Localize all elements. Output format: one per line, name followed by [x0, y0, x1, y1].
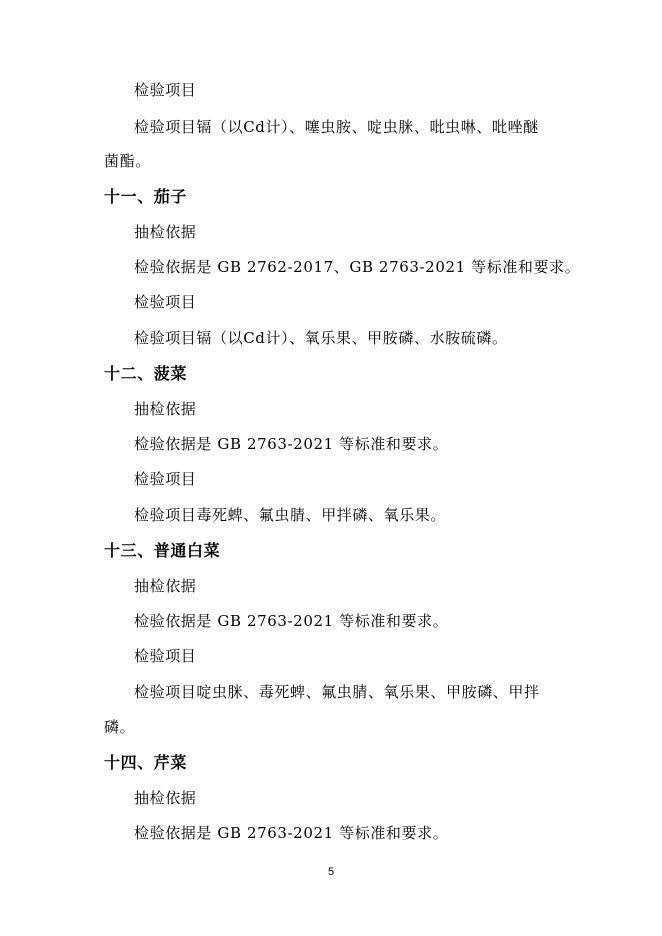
- section-10-items-text-line2: 菌酯。: [104, 152, 151, 170]
- section-11-basis-label: 抽检依据: [134, 223, 197, 241]
- section-13-heading: 十三、普通白菜: [104, 541, 221, 560]
- section-12-items-label: 检验项目: [134, 470, 197, 488]
- page-number: 5: [327, 866, 335, 878]
- section-13-basis-label: 抽检依据: [134, 577, 197, 595]
- section-10-items-text-line1: 检验项目镉（以Cd计）、噻虫胺、啶虫脒、吡虫啉、吡唑醚: [134, 118, 539, 136]
- section-11-heading: 十一、茄子: [104, 187, 188, 206]
- section-14-heading: 十四、芹菜: [104, 753, 188, 772]
- section-13-items-label: 检验项目: [134, 647, 197, 665]
- section-11-basis-text: 检验依据是 GB 2762-2017、GB 2763-2021 等标准和要求。: [134, 258, 581, 276]
- section-12-heading: 十二、菠菜: [104, 364, 188, 383]
- section-12-basis-text: 检验依据是 GB 2763-2021 等标准和要求。: [134, 435, 449, 453]
- section-13-basis-text: 检验依据是 GB 2763-2021 等标准和要求。: [134, 612, 449, 630]
- section-12-basis-label: 抽检依据: [134, 400, 197, 418]
- section-11-items-text: 检验项目镉（以Cd计）、氧乐果、甲胺磷、水胺硫磷。: [134, 329, 508, 347]
- section-14-basis-text: 检验依据是 GB 2763-2021 等标准和要求。: [134, 824, 449, 842]
- section-12-items-text: 检验项目毒死蜱、氟虫腈、甲拌磷、氧乐果。: [134, 506, 447, 524]
- section-13-items-text-line1: 检验项目啶虫脒、毒死蜱、氟虫腈、氧乐果、甲胺磷、甲拌: [134, 683, 540, 701]
- section-14-basis-label: 抽检依据: [134, 789, 197, 807]
- section-11-items-label: 检验项目: [134, 293, 197, 311]
- section-10-items-label: 检验项目: [134, 81, 197, 99]
- section-13-items-text-line2: 磷。: [104, 718, 136, 736]
